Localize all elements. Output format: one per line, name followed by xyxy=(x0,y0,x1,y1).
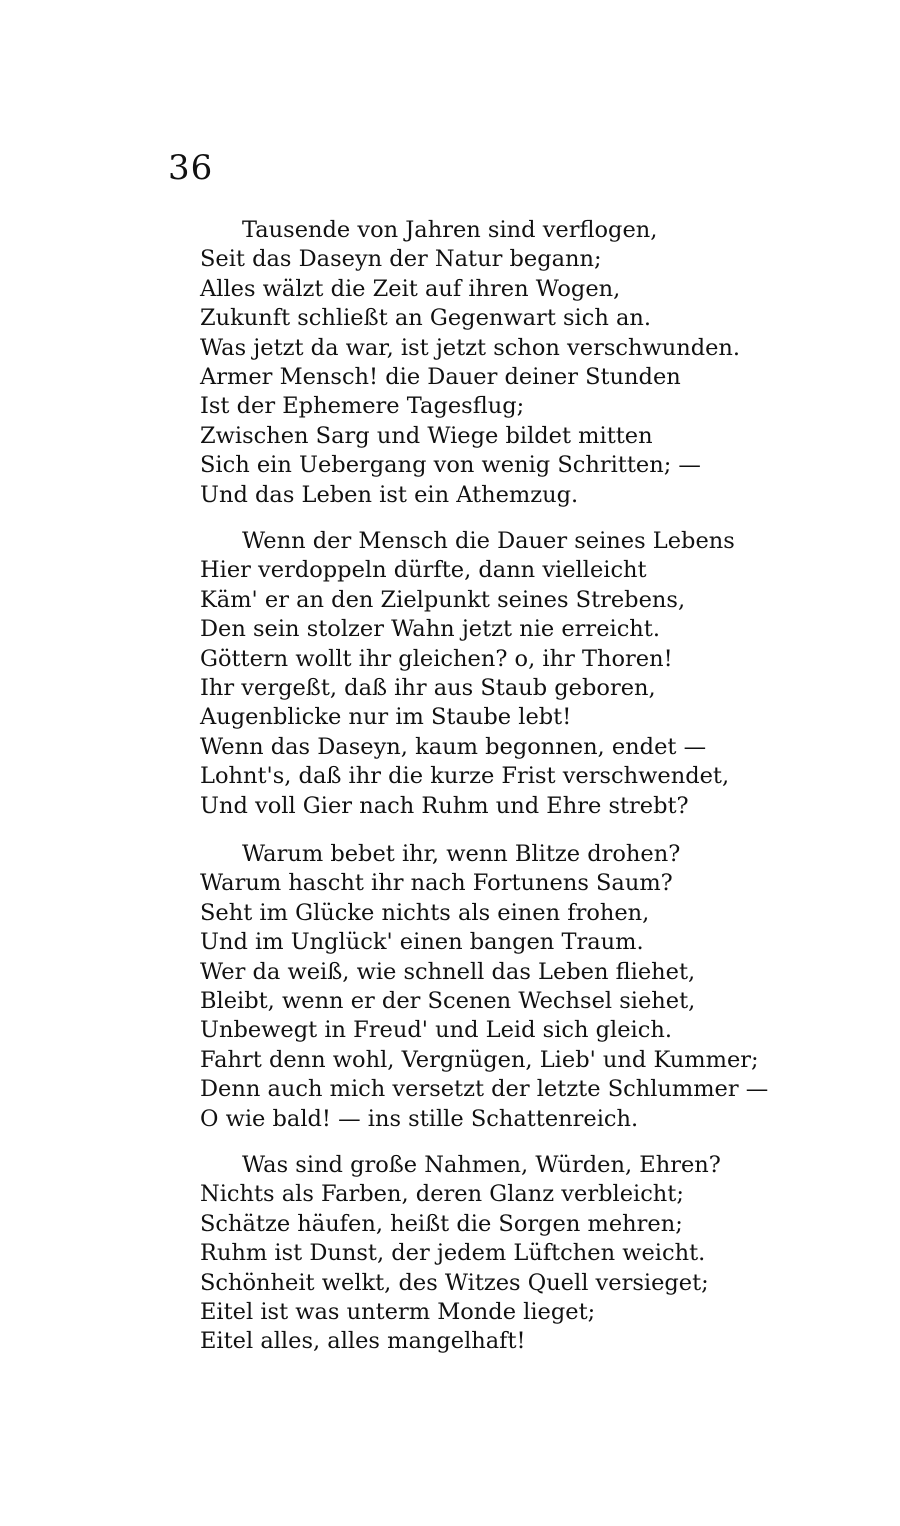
verse-line: Augenblicke nur im Staube lebt! xyxy=(200,704,572,731)
verse-line: Wer da weiß, wie schnell das Leben fliehet, xyxy=(200,958,696,985)
verse-line: Eitel ist was unterm Monde lieget; xyxy=(200,1298,596,1325)
verse-line: Unbewegt in Freud' und Leid sich gleich. xyxy=(200,1017,672,1044)
verse-line: Warum bebet ihr, wenn Blitze drohen? xyxy=(242,841,681,867)
verse-line: Den sein stolzer Wahn jetzt nie erreicht. xyxy=(200,616,660,643)
stanza-2 xyxy=(200,527,820,821)
verse-line: Seit das Daseyn der Natur begann; xyxy=(200,246,602,273)
verse-line: Wenn der Mensch die Dauer seines Lebens xyxy=(242,528,735,554)
page-number: 36 xyxy=(168,148,214,188)
verse-line: Schönheit welkt, des Witzes Quell versieget; xyxy=(200,1269,709,1296)
verse-line: Was jetzt da war, ist jetzt schon verschwunden. xyxy=(200,334,741,361)
verse-line: Zukunft schließt an Gegenwart sich an. xyxy=(200,305,652,332)
stanza-3 xyxy=(200,840,820,1134)
verse-line: Lohnt's, daß ihr die kurze Frist verschwendet, xyxy=(200,763,730,790)
verse-line: Hier verdoppeln dürfte, dann vielleicht xyxy=(200,557,647,584)
verse-line: Tausende von Jahren sind verflogen, xyxy=(242,217,658,243)
verse-line: Fahrt denn wohl, Vergnügen, Lieb' und Kummer; xyxy=(200,1046,759,1073)
verse-line: Göttern wollt ihr gleichen? o, ihr Thoren! xyxy=(200,645,673,672)
verse-line: Bleibt, wenn er der Scenen Wechsel siehet, xyxy=(200,987,696,1014)
verse-line: Und im Unglück' einen bangen Traum. xyxy=(200,929,644,956)
verse-line: Seht im Glücke nichts als einen frohen, xyxy=(200,899,650,926)
verse-line: O wie bald! — ins stille Schattenreich. xyxy=(200,1105,639,1132)
verse-line: Alles wälzt die Zeit auf ihren Wogen, xyxy=(200,275,621,302)
verse-line: Ist der Ephemere Tagesflug; xyxy=(200,393,525,420)
verse-line: Ihr vergeßt, daß ihr aus Staub geboren, xyxy=(200,674,656,701)
verse-line: Armer Mensch! die Dauer deiner Stunden xyxy=(200,363,681,390)
stanza-1 xyxy=(200,216,820,510)
verse-line: Denn auch mich versetzt der letzte Schlummer — xyxy=(200,1076,769,1103)
verse-line: Wenn das Daseyn, kaum begonnen, endet — xyxy=(200,733,707,760)
verse-line: Sich ein Uebergang von wenig Schritten; — xyxy=(200,452,701,479)
verse-line: Zwischen Sarg und Wiege bildet mitten xyxy=(200,422,653,449)
verse-line: Und das Leben ist ein Athemzug. xyxy=(200,481,579,508)
verse-line: Und voll Gier nach Ruhm und Ehre strebt? xyxy=(200,792,689,819)
verse-line: Warum hascht ihr nach Fortunens Saum? xyxy=(200,870,673,897)
verse-line: Nichts als Farben, deren Glanz verbleicht; xyxy=(200,1181,684,1208)
verse-line: Was sind große Nahmen, Würden, Ehren? xyxy=(242,1152,721,1178)
verse-line: Eitel alles, alles mangelhaft! xyxy=(200,1328,526,1355)
verse-line: Schätze häufen, heißt die Sorgen mehren; xyxy=(200,1210,683,1237)
verse-line: Ruhm ist Dunst, der jedem Lüftchen weicht. xyxy=(200,1240,706,1267)
verse-line: Käm' er an den Zielpunkt seines Strebens, xyxy=(200,586,686,613)
stanza-4 xyxy=(200,1151,820,1357)
